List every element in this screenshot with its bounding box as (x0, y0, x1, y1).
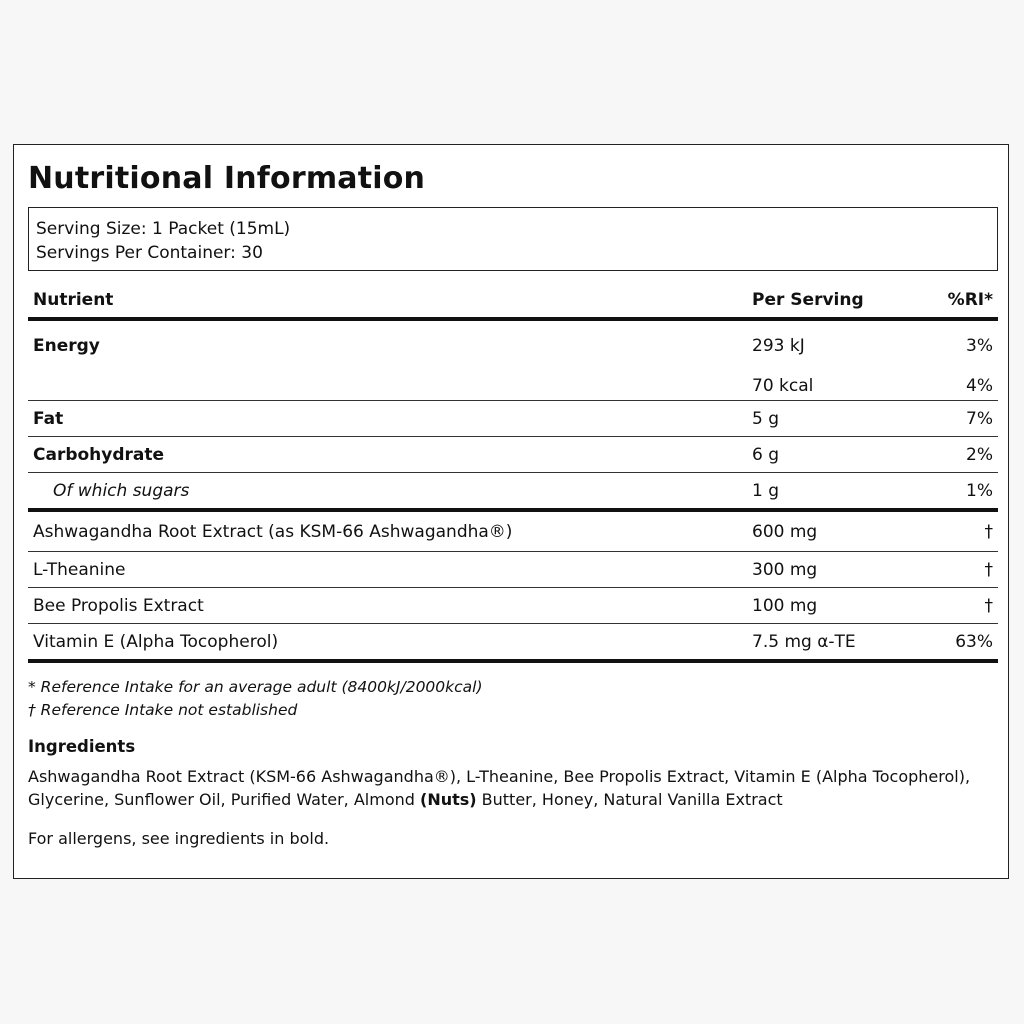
nutrient-name: Fat (28, 401, 747, 437)
nutrition-table (28, 283, 998, 663)
nutrient-amount: 5 g (747, 401, 907, 437)
allergen-note: For allergens, see ingredients in bold. (28, 829, 330, 848)
nutrition-panel (13, 144, 1009, 879)
panel-title: Nutritional Information (28, 161, 426, 196)
header-nutrient: Nutrient (28, 283, 747, 319)
serving-size: Serving Size: 1 Packet (15mL) (36, 219, 291, 239)
serving-info-box (28, 207, 998, 271)
footnote-reference-intake: * Reference Intake for an average adult (8400kJ/2000kcal) (28, 678, 483, 696)
servings-per-container: Servings Per Container: 30 (36, 243, 263, 263)
allergen-highlight: (Nuts) (420, 790, 477, 809)
header-per-serving: Per Serving (747, 283, 907, 319)
ingredients-text (28, 765, 988, 811)
nutrient-ri: 7% (907, 401, 998, 437)
nutrient-ri: 4% (907, 371, 998, 401)
ingredients-part-2: Butter, Honey, Natural Vanilla Extract (476, 790, 783, 809)
table-row-bee-propolis (28, 588, 998, 624)
nutrient-amount: 70 kcal (747, 371, 907, 401)
table-row-l-theanine (28, 552, 998, 588)
nutrient-amount: 1 g (747, 473, 907, 511)
nutrient-name: Ashwagandha Root Extract (as KSM-66 Ashwagandha®) (28, 510, 747, 552)
table-row-carbohydrate (28, 437, 998, 473)
ingredients-heading: Ingredients (28, 737, 136, 756)
nutrient-amount: 293 kJ (752, 336, 805, 356)
nutrient-amount: 300 mg (747, 552, 907, 588)
nutrient-ri: † (907, 552, 998, 588)
header-ri: %RI* (907, 283, 998, 319)
nutrient-ri: 1% (907, 473, 998, 511)
table-row-energy-kj (28, 319, 998, 371)
nutrient-name: Vitamin E (Alpha Tocopherol) (28, 624, 747, 662)
nutrient-ri: † (907, 510, 998, 552)
table-row-sugars (28, 473, 998, 511)
nutrient-ri: 63% (907, 624, 998, 662)
footnote-not-established: † Reference Intake not established (28, 701, 298, 719)
table-row-ashwagandha (28, 510, 998, 552)
nutrient-ri: 3% (966, 336, 993, 356)
nutrient-ri: † (907, 588, 998, 624)
nutrient-amount: 7.5 mg α-TE (747, 624, 907, 662)
table-header-row (28, 283, 998, 319)
nutrient-name: Energy (33, 336, 100, 356)
nutrient-name: Carbohydrate (28, 437, 747, 473)
table-row-fat (28, 401, 998, 437)
nutrient-name: Of which sugars (28, 473, 747, 511)
table-row-vitamin-e (28, 624, 998, 662)
nutrient-amount: 100 mg (747, 588, 907, 624)
footnotes (28, 676, 483, 722)
nutrient-amount: 6 g (747, 437, 907, 473)
ingredients-part-1: Ashwagandha Root Extract (KSM-66 Ashwagandha®), L-Theanine, Bee Propolis Extract, Vitamin E (Alpha Tocopherol), Glycerine, Sunflower Oil, Purified Water, Almond (28, 767, 971, 809)
table-row-energy-kcal (28, 371, 998, 401)
nutrient-name: Bee Propolis Extract (28, 588, 747, 624)
nutrient-ri: 2% (907, 437, 998, 473)
nutrient-amount: 600 mg (747, 510, 907, 552)
nutrient-name: L-Theanine (28, 552, 747, 588)
